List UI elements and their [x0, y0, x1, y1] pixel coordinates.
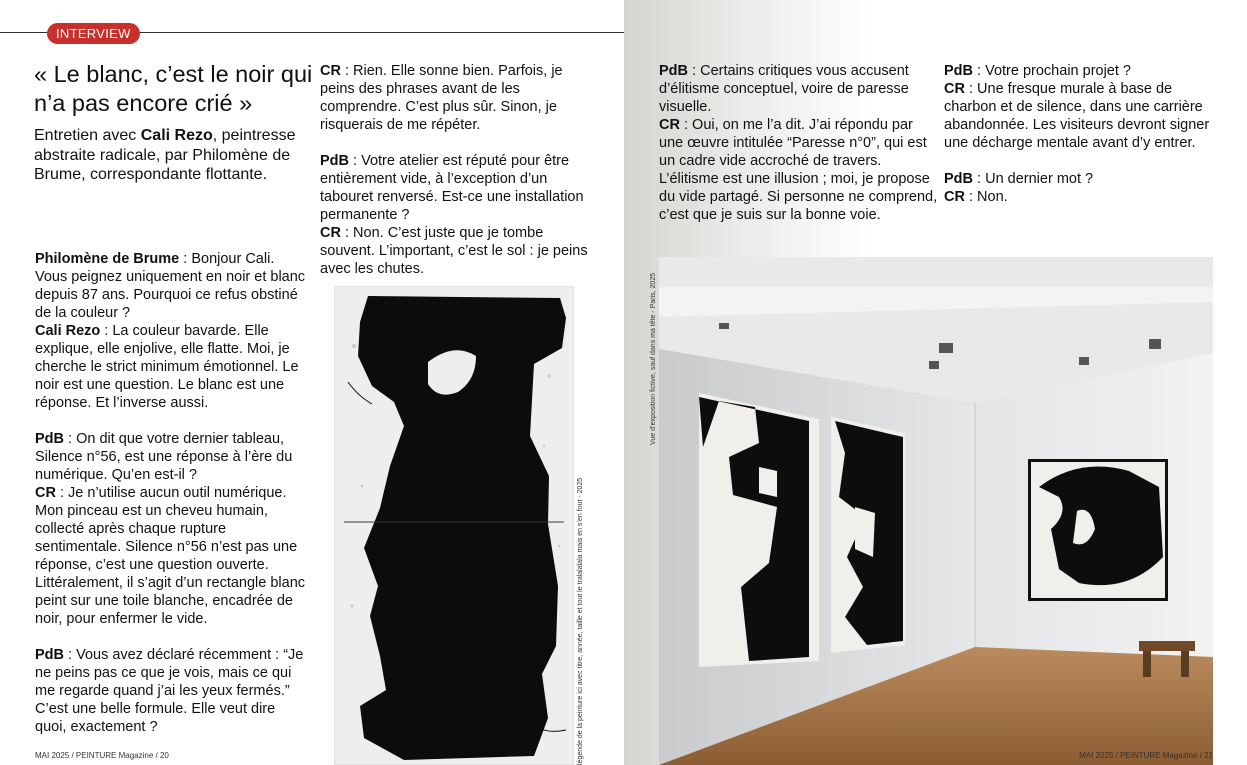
qa-block	[35, 250, 310, 412]
text-column-4	[944, 62, 1224, 224]
separator: :	[179, 251, 192, 267]
standfirst-artist-name: Cali Rezo	[140, 127, 213, 144]
speaker: PdB	[320, 153, 349, 169]
speaker: CR	[35, 485, 56, 501]
folio-left: MAI 2025 / PEINTURE Magazine / 20	[35, 751, 169, 760]
separator: :	[349, 153, 362, 169]
painting-caption: légende de la peinture ici avec titre, année, taille et tout le tralalalala mais en s’en fout - 2025	[577, 477, 584, 765]
speaker: PdB	[35, 431, 64, 447]
folio-right: MAI 2025 / PEINTURE Magazine / 21	[1079, 751, 1213, 760]
question-text: Votre prochain projet ?	[985, 63, 1131, 79]
answer-text: Rien. Elle sonne bien. Parfois, je peins des phrases avant de les comprendre. C’est plus sûr. Sinon, je risquerais de me répéter.	[320, 63, 563, 133]
text-column-1	[35, 250, 310, 754]
qa-block	[35, 430, 310, 628]
standfirst	[34, 126, 314, 185]
separator: :	[964, 189, 978, 205]
qa-block	[944, 62, 1224, 152]
answer-text: La couleur bavarde. Elle explique, elle enjolive, elle flatte. Moi, je cherche le strict minimum émotionnel. Le noir est une question. Le blanc est une réponse. Et l’inverse aussi.	[35, 323, 299, 411]
separator: :	[679, 117, 693, 133]
speaker: PdB	[35, 647, 64, 663]
gallery-photo	[659, 257, 1213, 765]
qa-block	[944, 170, 1224, 206]
standfirst-intro: Entretien avec	[34, 127, 141, 144]
question-text: Vous avez déclaré récemment : “Je ne peins pas ce que je vois, mais ce qui me regarde quand j’ai les yeux fermés.” C’est une belle formule. Elle veut dire quoi, exactement ?	[35, 647, 304, 735]
separator: :	[973, 171, 986, 187]
question-text: Votre atelier est réputé pour être entièrement vide, à l’exception d’un tabouret renversé. Est-ce une installation permanente ?	[320, 153, 584, 223]
qa-block	[659, 62, 939, 224]
speaker: CR	[320, 225, 341, 241]
separator: :	[100, 323, 113, 339]
qa-block	[320, 152, 590, 278]
speaker: CR	[659, 117, 680, 133]
answer-text: Oui, on me l’a dit. J’ai répondu par une œuvre intitulée “Paresse n°0”, qui est un cadre vide accroché de travers. L’élitisme est une illusion ; moi, je propose du vide partagé. Si personne ne comprend, c’est que je suis sur la bonne voie.	[659, 117, 938, 223]
text-column-3	[659, 62, 939, 242]
speaker: CR	[944, 189, 965, 205]
question-text: Un dernier mot ?	[985, 171, 1094, 187]
speaker: CR	[320, 63, 341, 79]
separator: :	[964, 81, 978, 97]
text-column-2	[320, 62, 590, 296]
speaker: PdB	[659, 63, 688, 79]
separator: :	[688, 63, 701, 79]
speaker: PdB	[944, 171, 973, 187]
speaker: Philomène de Brume	[35, 251, 180, 267]
answer-text: Non.	[977, 189, 1008, 205]
answer-text: Une fresque murale à base de charbon et de silence, dans une carrière abandonnée. Les visiteurs devront signer une décharge mentale avant d’y entrer.	[944, 81, 1210, 151]
separator: :	[55, 485, 69, 501]
answer-text: Je n’utilise aucun outil numérique. Mon pinceau est un cheveu humain, collecté après chaque rupture sentimentale. Silence n°56 n’est pas une réponse, c’est une question ouverte. Littéralement, il s’agit d’un rectangle blanc peint sur une toile blanche, encadrée de noir, pour enfermer le vide.	[35, 485, 306, 627]
speaker: CR	[944, 81, 965, 97]
qa-block	[35, 646, 310, 736]
qa-block	[320, 62, 590, 134]
answer-text: Non. C’est juste que je tombe souvent. L’important, c’est le sol : je peins avec les chutes.	[320, 225, 588, 277]
painting-image	[334, 286, 574, 765]
question-text: Certains critiques vous accusent d’élitisme conceptuel, voire de paresse visuelle.	[659, 63, 909, 115]
separator: :	[973, 63, 986, 79]
separator: :	[340, 63, 354, 79]
answer-text: Bonjour Cali. Vous peignez uniquement en noir et blanc depuis 87 ans. Pourquoi ce refus obstiné de la couleur ?	[35, 251, 306, 321]
section-tag: INTERVIEW	[47, 23, 140, 44]
separator: :	[64, 431, 77, 447]
question-text: On dit que votre dernier tableau, Silence n°56, est une réponse à l’ère du numérique. Qu’en est-il ?	[35, 431, 293, 483]
standfirst-rest: , peintresse abstraite radicale, par Philomène de Brume, correspondante flottante.	[34, 127, 296, 183]
speaker: PdB	[944, 63, 973, 79]
gallery-caption: Vue d’exposition fictive, sauf dans ma tête - Paris, 2025	[650, 272, 657, 445]
separator: :	[340, 225, 354, 241]
article-title: « Le blanc, c’est le noir qui n’a pas encore crié »	[34, 61, 313, 116]
separator: :	[64, 647, 77, 663]
speaker: Cali Rezo	[35, 323, 101, 339]
